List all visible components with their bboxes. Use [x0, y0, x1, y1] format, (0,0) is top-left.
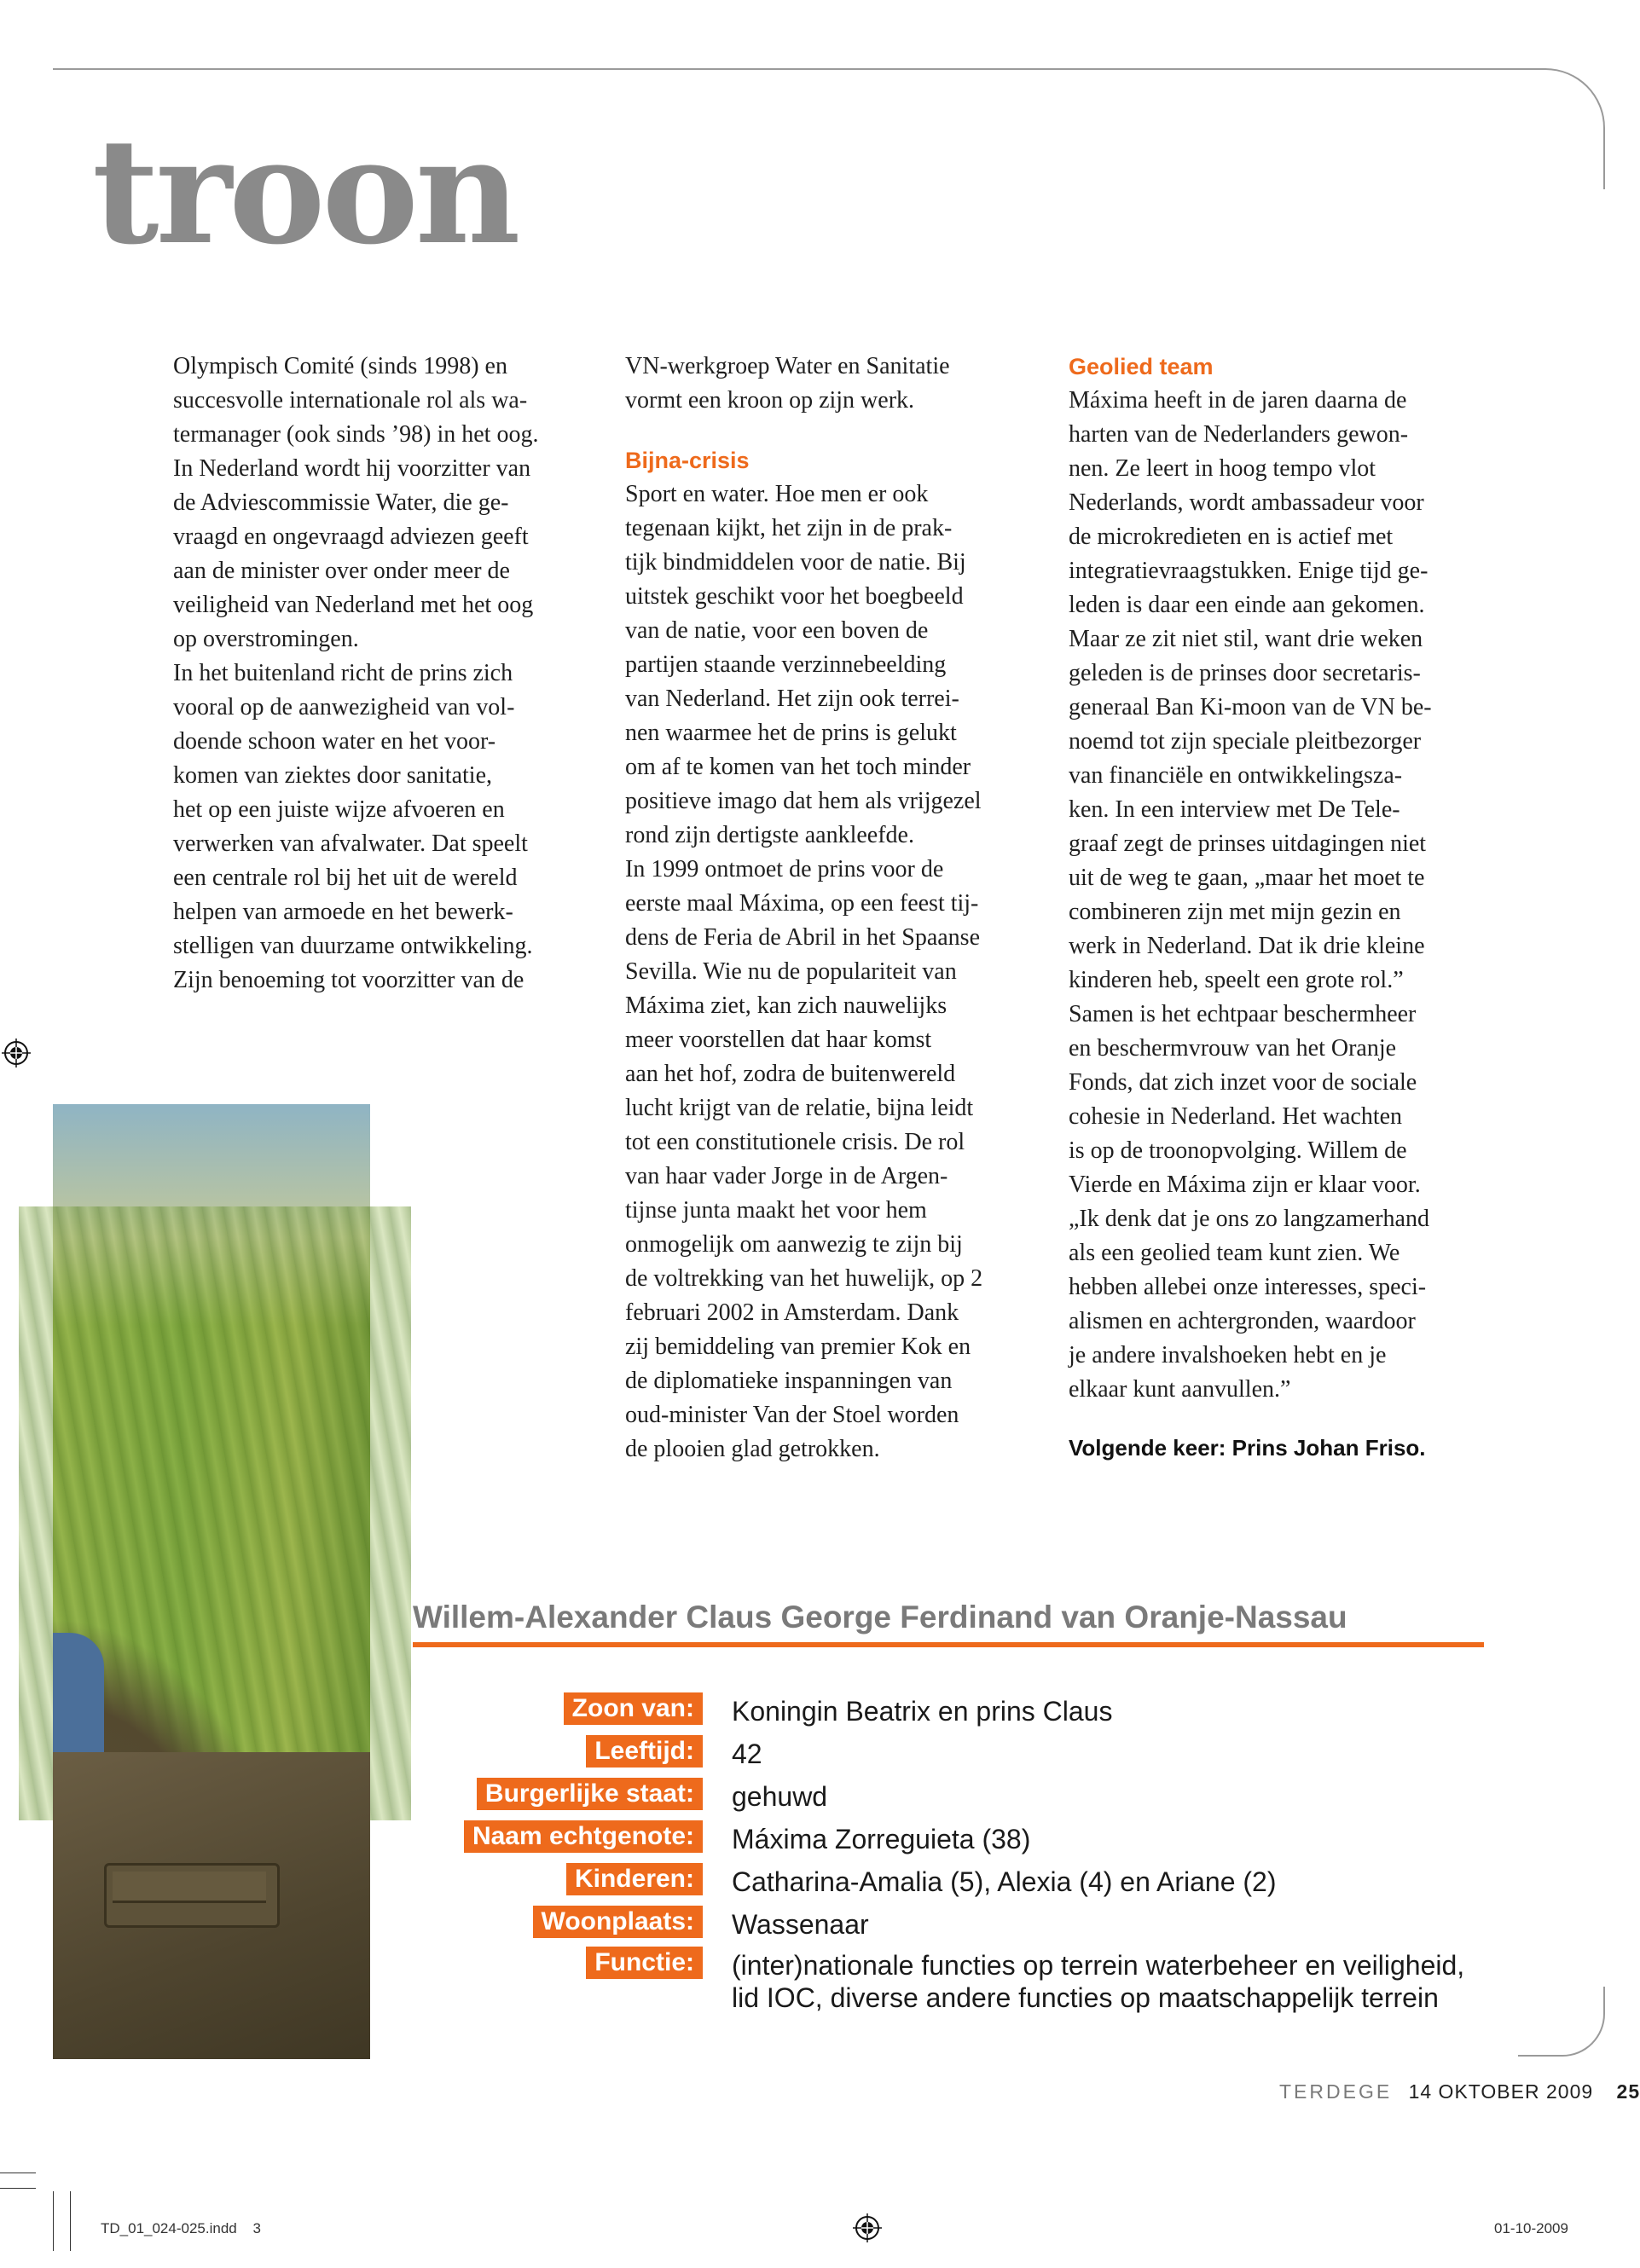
text-line: en beschermvrouw van het Oranje: [1069, 1035, 1397, 1062]
text-line: doende schoon water en het voor-: [173, 728, 496, 755]
fact-value-line: (inter)nationale functies op terrein waterbeheer en veiligheid,: [732, 1950, 1465, 1981]
photo-pocket-flap: [113, 1872, 266, 1903]
fact-label: Burgerlijke staat:: [477, 1778, 703, 1810]
slug-page: 3: [252, 2220, 261, 2236]
text-line: lucht krijgt van de relatie, bijna leidt: [625, 1095, 974, 1121]
text-line: cohesie in Nederland. Het wachten: [1069, 1103, 1403, 1130]
text-line: graaf zegt de prinses uitdagingen niet: [1069, 830, 1427, 857]
text-line: combineren zijn met mijn gezin en: [1069, 899, 1401, 925]
fact-value: [732, 1947, 1499, 2014]
text-line: onmogelijk om aanwezig te zijn bij: [625, 1231, 963, 1258]
crop-mark: [0, 2188, 36, 2189]
text-line: hebben allebei onze interesses, speci-: [1069, 1274, 1427, 1300]
text-line: tot een constitutionele crisis. De rol: [625, 1129, 965, 1155]
fact-value: 42: [732, 1739, 762, 1769]
fact-label: Woonplaats:: [533, 1906, 703, 1938]
text-line: helpen van armoede en het bewerk-: [173, 899, 513, 925]
text-line: een centrale rol bij het uit de wereld: [173, 865, 518, 891]
fact-label: Kinderen:: [566, 1863, 703, 1895]
text-line: termanager (ook sinds ’98) in het oog.: [173, 421, 539, 448]
text-line: de microkredieten en is actief met: [1069, 524, 1394, 550]
next-issue-note: Volgende keer: Prins Johan Friso.: [1069, 1435, 1426, 1461]
text-line: de Adviescommissie Water, die ge-: [173, 489, 509, 516]
text-line: de plooien glad getrokken.: [625, 1436, 880, 1462]
text-line: je andere invalshoeken hebt en je: [1069, 1342, 1387, 1368]
magazine-name: TERDEGE: [1279, 2080, 1393, 2103]
text-line: aan de minister over onder meer de: [173, 558, 510, 584]
text-line: werk in Nederland. Dat ik drie kleine: [1069, 933, 1425, 959]
text-line: In Nederland wordt hij voorzitter van: [173, 455, 531, 482]
article-column-2: [625, 350, 1043, 1467]
text-line: Sevilla. Wie nu de populariteit van: [625, 958, 957, 985]
text-line: nen waarmee het de prins is gelukt: [625, 720, 957, 746]
registration-mark-icon: [2, 1039, 31, 1067]
text-line: vormt een kroon op zijn werk.: [625, 387, 915, 414]
text-line: nen. Ze leert in hoog tempo vlot: [1069, 455, 1376, 482]
fact-label: Functie:: [586, 1947, 703, 1979]
text-line: succesvolle internationale rol als wa-: [173, 387, 528, 414]
text-line: VN-werkgroep Water en Sanitatie: [625, 353, 950, 379]
registration-mark-icon: [853, 2213, 882, 2242]
text-line: elkaar kunt aanvullen.”: [1069, 1376, 1291, 1403]
fact-value: Máxima Zorreguieta (38): [732, 1824, 1031, 1854]
text-line: op overstromingen.: [173, 626, 359, 652]
text-line: aan het hof, zodra de buitenwereld: [625, 1061, 956, 1087]
text-line: „Ik denk dat je ons zo langzamerhand: [1069, 1206, 1429, 1232]
crop-mark: [53, 2191, 54, 2251]
infobox-rule: [413, 1642, 1484, 1647]
text-line: rond zijn dertigste aankleefde.: [625, 822, 914, 848]
text-line: verwerken van afvalwater. Dat speelt: [173, 830, 528, 857]
page-number: 25: [1616, 2080, 1640, 2103]
subhead-bijna-crisis: Bijna-crisis: [625, 448, 750, 473]
text-line: Máxima heeft in de jaren daarna de: [1069, 387, 1407, 414]
text-line: meer voorstellen dat haar komst: [625, 1027, 932, 1053]
text-line: Maar ze zit niet stil, want drie weken: [1069, 626, 1423, 652]
text-line: veiligheid van Nederland met het oog: [173, 592, 534, 618]
text-line: leden is daar een einde aan gekomen.: [1069, 592, 1425, 618]
article-column-3: [1069, 350, 1486, 1465]
text-line: alismen en achtergronden, waardoor: [1069, 1308, 1416, 1334]
text-line: harten van de Nederlanders gewon-: [1069, 421, 1409, 448]
text-line: In 1999 ontmoet de prins voor de: [625, 856, 944, 882]
text-line: Samen is het echtpaar beschermheer: [1069, 1001, 1417, 1027]
issue-date: 14 OKTOBER 2009: [1408, 2080, 1594, 2103]
fact-value: gehuwd: [732, 1781, 828, 1812]
text-line: Nederlands, wordt ambassadeur voor: [1069, 489, 1424, 516]
text-line: als een geolied team kunt zien. We: [1069, 1240, 1400, 1266]
text-line: oud-minister Van der Stoel worden: [625, 1402, 959, 1428]
text-line: van haar vader Jorge in de Argen-: [625, 1163, 948, 1189]
text-line: de voltrekking van het huwelijk, op 2: [625, 1265, 983, 1292]
text-line: integratievraagstukken. Enige tijd ge-: [1069, 558, 1428, 584]
fact-value: Catharina-Amalia (5), Alexia (4) en Ariane (2): [732, 1866, 1277, 1897]
text-line: zij bemiddeling van premier Kok en: [625, 1334, 971, 1360]
infobox-title: Willem-Alexander Claus George Ferdinand van Oranje-Nassau: [413, 1600, 1347, 1634]
text-line: uitstek geschikt voor het boegbeeld: [625, 583, 964, 610]
text-line: Vierde en Máxima zijn er klaar voor.: [1069, 1172, 1421, 1198]
text-line: tijnse junta maakt het voor hem: [625, 1197, 927, 1224]
prince-photo: [53, 1104, 370, 2059]
text-line: tijk bindmiddelen voor de natie. Bij: [625, 549, 966, 576]
text-line: kinderen heb, speelt een grote rol.”: [1069, 967, 1404, 993]
text-line: van de natie, voor een boven de: [625, 617, 929, 644]
text-line: tegenaan kijkt, het zijn in de prak-: [625, 515, 953, 541]
page-corner: [1484, 68, 1605, 189]
text-line: februari 2002 in Amsterdam. Dank: [625, 1299, 959, 1326]
text-line: Olympisch Comité (sinds 1998) en: [173, 353, 507, 379]
text-line: In het buitenland richt de prins zich: [173, 660, 513, 686]
fact-value-line: lid IOC, diverse andere functies op maatschappelijk terrein: [732, 1982, 1439, 2013]
top-rule: [53, 68, 1537, 70]
text-line: eerste maal Máxima, op een feest tij-: [625, 890, 979, 917]
paragraph-gap: [625, 418, 1043, 443]
text-line: van Nederland. Het zijn ook terrei-: [625, 686, 959, 712]
text-line: vooral op de aanwezigheid van vol-: [173, 694, 515, 720]
text-line: van financiële en ontwikkelingsza-: [1069, 762, 1403, 789]
text-line: om af te komen van het toch minder: [625, 754, 971, 780]
fact-label: Leeftijd:: [586, 1735, 703, 1768]
headline: troon: [92, 107, 518, 277]
text-line: Fonds, dat zich inzet voor de sociale: [1069, 1069, 1417, 1096]
fact-label: Zoon van:: [564, 1692, 703, 1725]
text-line: Máxima ziet, kan zich nauwelijks: [625, 992, 947, 1019]
text-line: vraagd en ongevraagd adviezen geeft: [173, 524, 529, 550]
page-folio: [1279, 2080, 1640, 2103]
slug-filename: TD_01_024-025.indd: [101, 2220, 237, 2236]
text-line: stelligen van duurzame ontwikkeling.: [173, 933, 533, 959]
text-line: generaal Ban Ki-moon van de VN be-: [1069, 694, 1432, 720]
text-line: geleden is de prinses door secretaris-: [1069, 660, 1421, 686]
fact-label: Naam echtgenote:: [464, 1820, 703, 1853]
crop-mark: [70, 2191, 71, 2251]
text-line: partijen staande verzinnebeelding: [625, 651, 947, 678]
text-line: is op de troonopvolging. Willem de: [1069, 1137, 1407, 1164]
text-line: noemd tot zijn speciale pleitbezorger: [1069, 728, 1422, 755]
text-line: Zijn benoeming tot voorzitter van de: [173, 967, 524, 993]
text-line: komen van ziektes door sanitatie,: [173, 762, 492, 789]
article-column-1: [173, 350, 591, 998]
print-slug: [101, 2220, 261, 2237]
fact-value: Koningin Beatrix en prins Claus: [732, 1696, 1113, 1727]
photo-shirt-collar: [53, 1633, 104, 1752]
fact-value: Wassenaar: [732, 1909, 869, 1940]
text-line: positieve imago dat hem als vrijgezel: [625, 788, 982, 814]
page-corner-bottom: [1518, 1987, 1605, 2057]
text-line: Sport en water. Hoe men er ook: [625, 481, 929, 507]
text-line: de diplomatieke inspanningen van: [625, 1368, 953, 1394]
text-line: uit de weg te gaan, „maar het moet te: [1069, 865, 1425, 891]
text-line: dens de Feria de Abril in het Spaanse: [625, 924, 981, 951]
text-line: ken. In een interview met De Tele-: [1069, 796, 1400, 823]
slug-date: 01-10-2009: [1494, 2220, 1568, 2236]
subhead-geolied-team: Geolied team: [1069, 354, 1214, 379]
text-line: het op een juiste wijze afvoeren en: [173, 796, 505, 823]
